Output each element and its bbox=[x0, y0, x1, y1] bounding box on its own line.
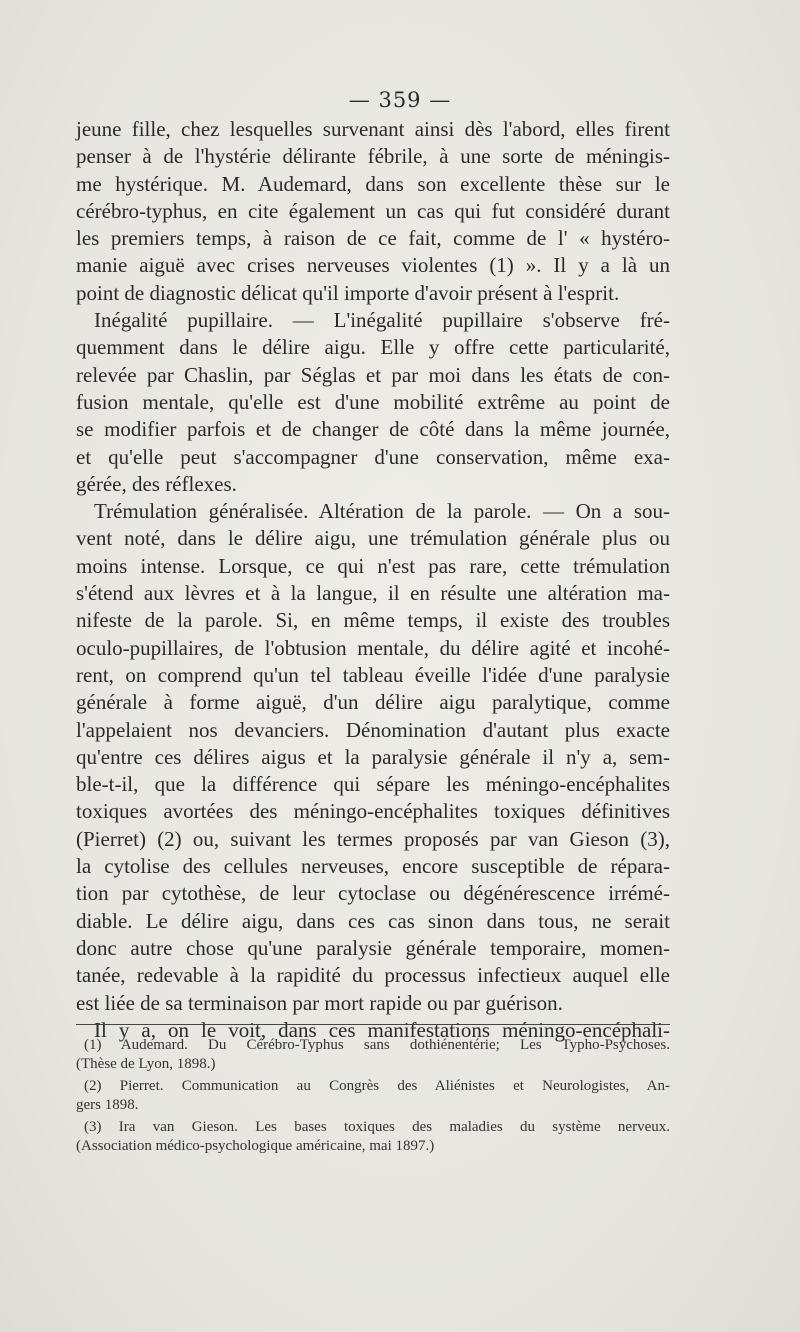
footnote-2 bbox=[76, 1077, 670, 1115]
text-line: se modifier parfois et de changer de côté dans la même journée, bbox=[76, 417, 670, 442]
text-line: me hystérique. M. Audemard, dans son excellente thèse sur le bbox=[76, 171, 670, 196]
footnote-3 bbox=[76, 1118, 670, 1156]
text-line: donc autre chose qu'une paralysie générale temporaire, momen- bbox=[76, 935, 670, 960]
footnote-line: (2) Pierret. Communication au Congrès des Aliénistes et Neurologistes, An- bbox=[84, 1078, 670, 1094]
text-line: qu'entre ces délires aigus et la paralysie générale il n'y a, sem- bbox=[76, 744, 670, 769]
page-number: — 359 — bbox=[348, 88, 452, 112]
text-line: Inégalité pupillaire. — L'inégalité pupillaire s'observe fré- bbox=[94, 308, 670, 333]
footnote-1 bbox=[76, 1036, 670, 1074]
text-line: moins intense. Lorsque, ce qui n'est pas rare, cette trémulation bbox=[76, 553, 670, 578]
footnote-line: (Association médico-psychologique américaine, mai 1897.) bbox=[76, 1138, 435, 1154]
text-line: (Pierret) (2) ou, suivant les termes proposés par van Gieson (3), bbox=[76, 826, 670, 851]
footnote-line: (1) Audemard. Du Cérébro-Typhus sans dothiénentérie; Les Typho-Psychoses. bbox=[84, 1037, 670, 1053]
text-line: jeune fille, chez lesquelles survenant ainsi dès l'abord, elles firent bbox=[76, 117, 670, 141]
text-line: rent, on comprend qu'un tel tableau éveille l'idée d'une paralysie bbox=[76, 662, 670, 687]
text-line: diable. Le délire aigu, dans ces cas sinon dans tous, ne serait bbox=[76, 908, 670, 933]
text-line: ble-t-il, que la différence qui sépare les méningo-encéphalites bbox=[76, 772, 670, 797]
text-line: quemment dans le délire aigu. Elle y offre cette particularité, bbox=[76, 335, 670, 360]
text-line: manie aiguë avec crises nerveuses violentes (1) ». Il y a là un bbox=[76, 253, 670, 278]
text-line: penser à de l'hystérie délirante fébrile, à une sorte de méningis- bbox=[76, 144, 670, 169]
footnote-line: (Thèse de Lyon, 1898.) bbox=[76, 1056, 216, 1072]
body-text bbox=[76, 116, 670, 1044]
text-line: générale à forme aiguë, d'un délire aigu paralytique, comme bbox=[76, 690, 670, 715]
text-line: toxiques avortées des méningo-encéphalites toxiques définitives bbox=[76, 799, 670, 824]
footnotes bbox=[76, 1036, 670, 1159]
footnote-divider bbox=[76, 1024, 670, 1025]
footnote-line: gers 1898. bbox=[76, 1097, 139, 1113]
text-line: s'étend aux lèvres et à la langue, il en résulte une altération ma- bbox=[76, 581, 670, 606]
text-line: et qu'elle peut s'accompagner d'une conservation, même exa- bbox=[76, 444, 670, 469]
text-line: la cytolise des cellules nerveuses, encore susceptible de répara- bbox=[76, 854, 670, 879]
text-line: l'appelaient nos devanciers. Dénomination d'autant plus exacte bbox=[76, 717, 670, 742]
text-line: est liée de sa terminaison par mort rapide ou par guérison. bbox=[76, 990, 563, 1015]
text-line: gérée, des réflexes. bbox=[76, 471, 237, 496]
text-line: relevée par Chaslin, par Séglas et par moi dans les états de con- bbox=[76, 362, 670, 387]
text-line: nifeste de la parole. Si, en même temps, il existe des troubles bbox=[76, 608, 670, 633]
text-line: tanée, redevable à la rapidité du processus infectieux auquel elle bbox=[76, 963, 670, 988]
text-line: tion par cytothèse, de leur cytoclase ou dégénérescence irrémé- bbox=[76, 881, 670, 906]
text-line: Il y a, on le voit, dans ces manifestations méningo-encéphali- bbox=[94, 1017, 670, 1042]
text-line: oculo-pupillaires, de l'obtusion mentale, du délire agité et incohé- bbox=[76, 635, 670, 660]
text-line: point de diagnostic délicat qu'il importe d'avoir présent à l'esprit. bbox=[76, 280, 620, 305]
footnote-line: (3) Ira van Gieson. Les bases toxiques des maladies du système nerveux. bbox=[84, 1119, 670, 1135]
text-line: cérébro-typhus, en cite également un cas qui fut considéré durant bbox=[76, 198, 670, 223]
text-line: vent noté, dans le délire aigu, une trémulation générale plus ou bbox=[76, 526, 670, 551]
text-line: les premiers temps, à raison de ce fait, comme de l' « hystéro- bbox=[76, 226, 670, 251]
text-line: Trémulation généralisée. Altération de la parole. — On a sou- bbox=[94, 499, 670, 524]
text-line: fusion mentale, qu'elle est d'une mobilité extrême au point de bbox=[76, 389, 670, 414]
